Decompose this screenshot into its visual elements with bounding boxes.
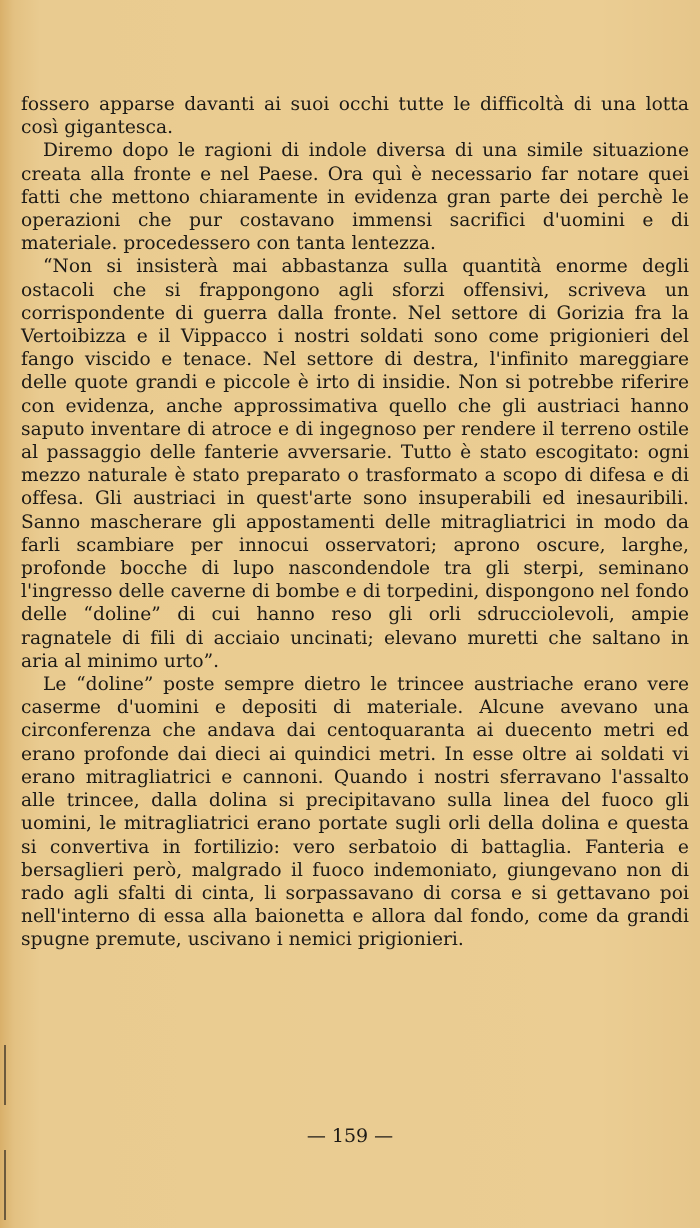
paragraph: Le “doline” poste sempre dietro le trincee austriache erano vere caserme d'uomini e depositi di materiale. Alcune avevano una circonferenza che andava dai centoquaranta ai duecento metri ed erano profonde dai dieci ai quindici metri. In esse oltre ai soldati vi erano mitragliatrici e cannoni. Quando i nostri sferravano l'assalto alle trincee, dalla dolina si precipitavano sulla linea del fuoco gli uomini, le mitragliatrici erano portate sugli orli della dolina e questa si convertiva in fortilizio: vero serbatoio di battaglia. Fanteria e bersaglieri però, malgrado il fuoco indemoniato, giungevano non di rado agli sfalti di cinta, li sorpassavano di corsa e si gettavano poi nell'interno di essa alla baionetta e allora dal fondo, come da grandi spugne premute, uscivano i nemici prigionieri.	[21, 674, 689, 951]
binding-mark	[4, 1150, 6, 1220]
paragraph: Diremo dopo le ragioni di indole diversa di una simile situazione creata alla fronte e nel Paese. Ora quì è necessario far notare quei fatti che mettono chiaramente in evidenza gran parte dei perchè le operazioni che pur costavano immensi sacrifici d'uomini e di materiale. procedessero con tanta lentezza.	[21, 140, 689, 255]
paragraph: fossero apparse davanti ai suoi occhi tutte le difficoltà di una lotta così gigantesca.	[21, 94, 689, 139]
binding-mark	[4, 1045, 6, 1105]
paragraph: “Non si insisterà mai abbastanza sulla quantità enorme degli ostacoli che si frappongono agli sforzi offensivi, scriveva un corrispondente di guerra dalla fronte. Nel settore di Gorizia fra la Vertoibizza e il Vippacco i nostri soldati sono come prigionieri del fango viscido e tenace. Nel settore di destra, l'infinito mareggiare delle quote grandi e piccole è irto di insidie. Non si potrebbe riferire con evidenza, anche approssimativa quello che gli austriaci hanno saputo inventare di atroce e di ingegnoso per rendere il terreno ostile al passaggio delle fanterie avversarie. Tutto è stato escogitato: ogni mezzo naturale è stato preparato o trasformato a scopo di difesa e di offesa. Gli austriaci in quest'arte sono insuperabili ed inesauribili. Sanno mascherare gli appostamenti delle mitragliatrici in modo da farli scambiare per innocui osservatori; aprono oscure, larghe, profonde bocche di lupo nascondendole tra gli sterpi, seminano l'ingresso delle caverne di bombe e di torpedini, dispongono nel fondo delle “doline” di cui hanno reso gli orli sdrucciolevoli, ampie ragnatele di fili di acciaio uncinati; elevano muretti che saltano in aria al minimo urto”.	[21, 256, 689, 672]
page-number: — 159 —	[306, 1125, 394, 1147]
body-text	[21, 93, 689, 952]
